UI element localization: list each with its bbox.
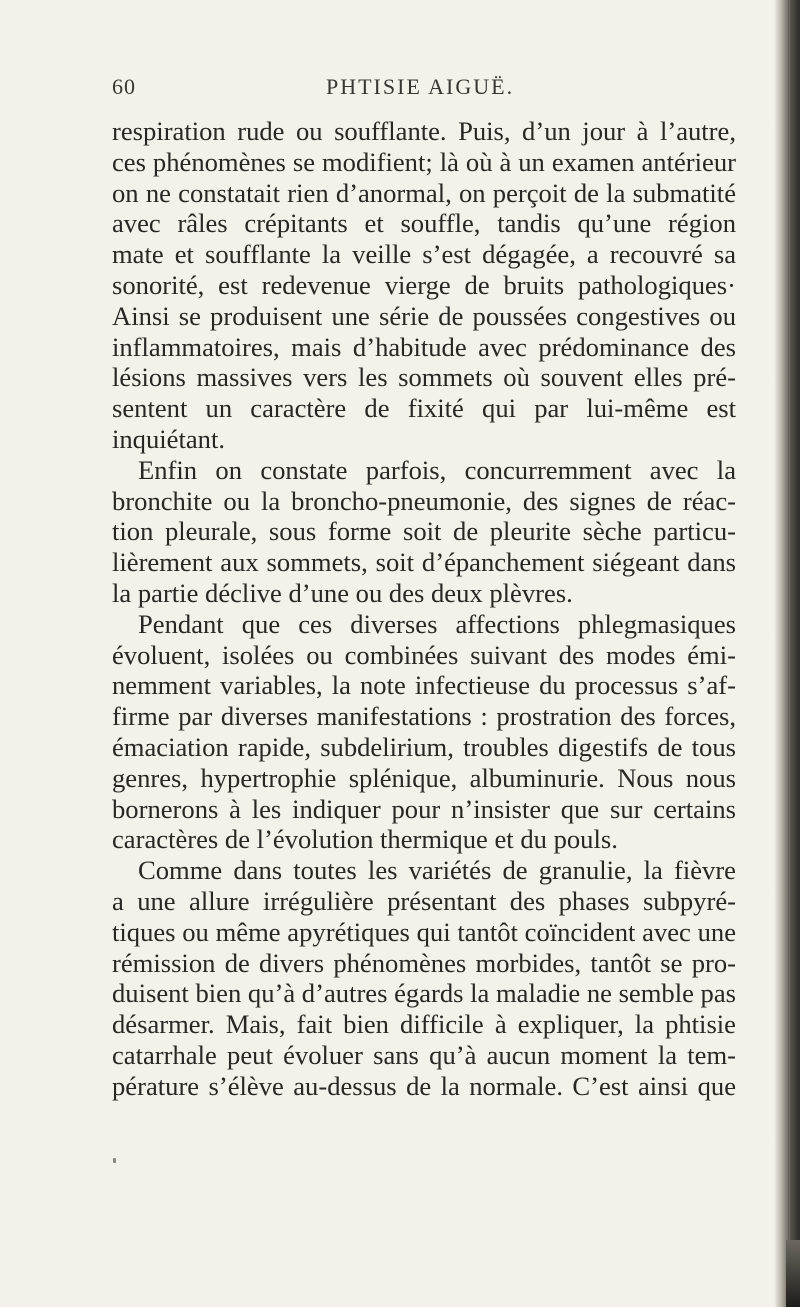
text-line: sentent un caractère de fixité qui par lui-même est	[112, 393, 736, 424]
page-edge-tab	[786, 1240, 800, 1307]
paragraph	[112, 455, 736, 609]
paragraph	[112, 855, 736, 1101]
text-line: nemment variables, la note infectieuse du processus s’af-	[112, 670, 736, 701]
text-line: avec râles crépitants et souffle, tandis qu’une région	[112, 208, 736, 239]
text-line: inquiétant.	[112, 423, 225, 454]
text-line: pérature s’élève au-dessus de la normale. C’est ainsi que	[112, 1070, 736, 1101]
page-edge-shadow	[774, 0, 800, 1307]
text-line: tion pleurale, sous forme soit de pleurite sèche particu-	[112, 516, 736, 547]
text-line: lièrement aux sommets, soit d’épanchement siégeant dans	[112, 547, 736, 578]
text-line: Enfin on constate parfois, concurremment avec la	[138, 454, 736, 485]
text-line: ces phénomènes se modifient; là où à un examen antérieur	[112, 146, 736, 177]
running-title: PHTISIE AIGUË.	[326, 74, 515, 99]
ink-speck	[113, 1158, 116, 1163]
text-line: tiques ou même apyrétiques qui tantôt coïncident avec une	[112, 916, 736, 947]
text-line: duisent bien qu’à d’autres égards la maladie ne semble pas	[112, 978, 736, 1009]
text-line: respiration rude ou soufflante. Puis, d’un jour à l’autre,	[112, 116, 736, 146]
text-line: bornerons à les indiquer pour n’insister que sur certains	[112, 793, 736, 824]
paragraph	[112, 609, 736, 855]
page-number: 60	[112, 74, 136, 99]
text-line: sonorité, est redevenue vierge de bruits pathologiques·	[112, 269, 736, 300]
text-line: on ne constatait rien d’anormal, on perçoit de la submatité	[112, 177, 736, 208]
page-header	[0, 74, 800, 104]
text-line: firme par diverses manifestations : prostration des forces,	[112, 701, 736, 732]
text-line: évoluent, isolées ou combinées suivant des modes émi-	[112, 639, 736, 670]
body-text	[112, 116, 736, 1102]
text-line: catarrhale peut évoluer sans qu’à aucun moment la tem-	[112, 1039, 736, 1070]
text-line: inflammatoires, mais d’habitude avec prédominance des	[112, 331, 736, 362]
text-line: genres, hypertrophie splénique, albuminurie. Nous nous	[112, 762, 736, 793]
text-line: désarmer. Mais, fait bien difficile à expliquer, la phtisie	[112, 1009, 736, 1040]
text-line: lésions massives vers les sommets où souvent elles pré-	[112, 362, 736, 393]
text-line: Comme dans toutes les variétés de granulie, la fièvre	[138, 855, 736, 886]
text-line: a une allure irrégulière présentant des phases subpyré-	[112, 885, 736, 916]
text-line: la partie déclive d’une ou des deux plèvres.	[112, 577, 573, 608]
text-line: mate et soufflante la veille s’est dégagée, a recouvré sa	[112, 239, 736, 270]
page-edge-line	[788, 0, 790, 1307]
text-line: émaciation rapide, subdelirium, troubles digestifs de tous	[112, 731, 736, 762]
text-line: rémission de divers phénomènes morbides, tantôt se pro-	[112, 947, 736, 978]
text-line: caractères de l’évolution thermique et du pouls.	[112, 824, 618, 855]
paragraph	[112, 116, 736, 455]
text-line: Pendant que ces diverses affections phlegmasiques	[138, 608, 736, 639]
text-line: Ainsi se produisent une série de poussées congestives ou	[112, 300, 736, 331]
text-line: bronchite ou la broncho-pneumonie, des signes de réac-	[112, 485, 736, 516]
